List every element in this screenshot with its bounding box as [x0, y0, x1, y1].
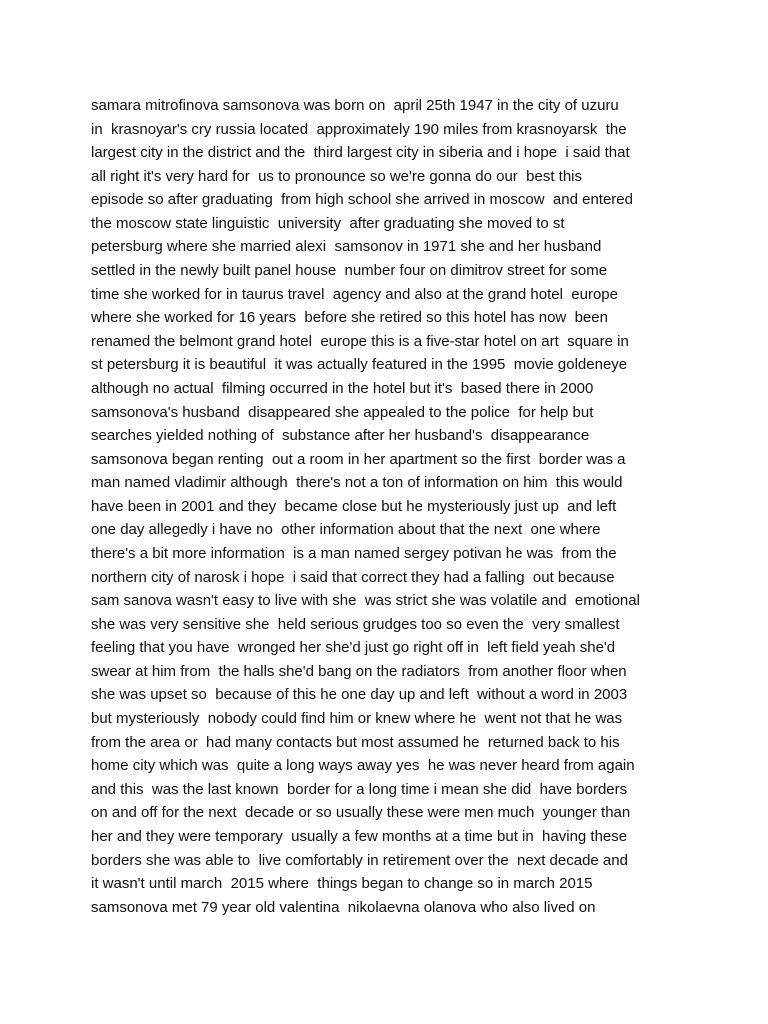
text-line: from the area or had many contacts but most assumed he returned back to his [91, 733, 620, 751]
text-line: northern city of narosk i hope i said that correct they had a falling out because [91, 568, 615, 586]
body-text [91, 94, 691, 919]
text-line: samsonova met 79 year old valentina nikolaevna olanova who also lived on [91, 898, 596, 916]
text-line: borders she was able to live comfortably in retirement over the next decade and [91, 851, 628, 869]
text-line: swear at him from the halls she'd bang on the radiators from another floor when [91, 662, 627, 680]
text-line: samara mitrofinova samsonova was born on april 25th 1947 in the city of uzuru [91, 97, 619, 114]
text-line: where she worked for 16 years before she retired so this hotel has now been [91, 309, 608, 327]
text-line: samsonova's husband disappeared she appealed to the police for help but [91, 403, 594, 421]
text-line: in krasnoyar's cry russia located approximately 190 miles from krasnoyarsk the [91, 120, 627, 138]
text-line: st petersburg it is beautiful it was actually featured in the 1995 movie goldeneye [91, 356, 628, 374]
text-line: it wasn't until march 2015 where things began to change so in march 2015 [91, 875, 593, 893]
text-line: sam sanova wasn't easy to live with she was strict she was volatile and emotional [91, 592, 640, 610]
text-line: the moscow state linguistic university after graduating she moved to st [91, 214, 565, 232]
text-line: she was very sensitive she held serious grudges too so even the very smallest [91, 615, 620, 633]
text-line: feeling that you have wronged her she'd just go right off in left field yeah she'd [91, 639, 616, 657]
text-line: episode so after graduating from high school she arrived in moscow and entered [91, 191, 633, 209]
text-line: one day allegedly i have no other information about that the next one where [91, 521, 601, 539]
text-line: settled in the newly built panel house number four on dimitrov street for some [91, 262, 608, 280]
text-line: searches yielded nothing of substance after her husband's disappearance [91, 427, 590, 445]
text-line: renamed the belmont grand hotel europe this is a five-star hotel on art square in [91, 332, 629, 350]
text-line: on and off for the next decade or so usually these were men much younger than [91, 804, 631, 822]
text-line: her and they were temporary usually a few months at a time but in having these [91, 827, 628, 845]
text-line: time she worked for in taurus travel agency and also at the grand hotel europe [91, 285, 618, 303]
text-line: largest city in the district and the third largest city in siberia and i hope i said that [91, 144, 630, 162]
text-line: there's a bit more information is a man named sergey potivan he was from the [91, 544, 617, 562]
text-line: home city which was quite a long ways away yes he was never heard from again [91, 757, 635, 775]
text-line: she was upset so because of this he one day up and left without a word in 2003 [91, 686, 628, 704]
text-line: and this was the last known border for a long time i mean she did have borders [91, 780, 628, 798]
text-line: all right it's very hard for us to pronounce so we're gonna do our best this [91, 167, 582, 185]
text-line: have been in 2001 and they became close but he mysteriously just up and left [91, 497, 617, 515]
text-line: petersburg where she married alexi samsonov in 1971 she and her husband [91, 238, 602, 256]
text-line: samsonova began renting out a room in her apartment so the first border was a [91, 450, 626, 468]
text-line: man named vladimir although there's not a ton of information on him this would [91, 474, 623, 492]
text-line: although no actual filming occurred in the hotel but it's based there in 2000 [91, 379, 594, 397]
text-line: but mysteriously nobody could find him or knew where he went not that he was [91, 710, 623, 728]
